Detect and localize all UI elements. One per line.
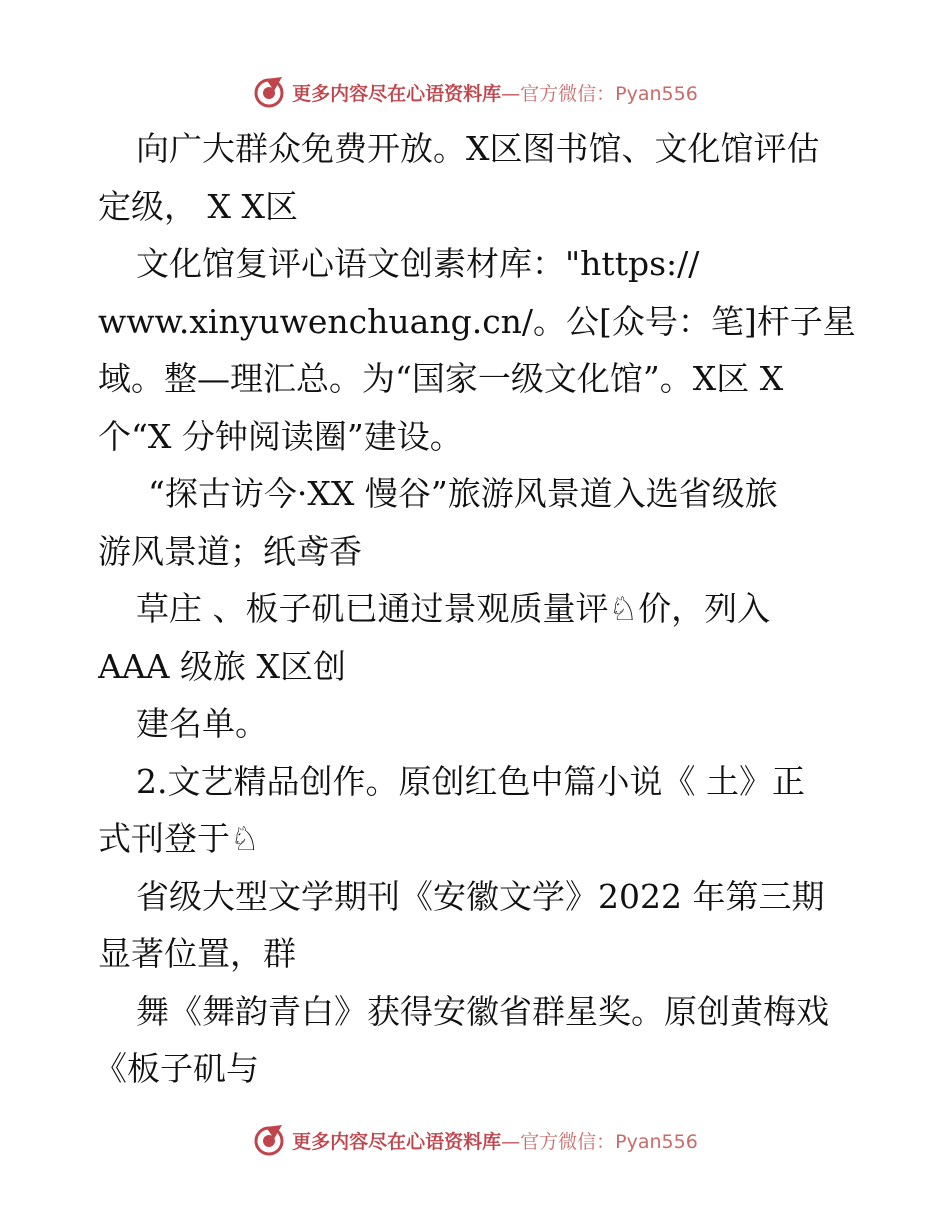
document-body xyxy=(94,120,858,1098)
text-line-10: AAA 级旅 X区创 xyxy=(98,646,346,686)
footer-banner-lead: 更多内容尽在心语资料库 xyxy=(292,1130,502,1153)
text-line-16: 舞《舞韵青白》获得安徽省群星奖。原创黄梅戏 xyxy=(136,991,829,1031)
text-line-13: 式刊登于♘ xyxy=(98,819,260,858)
header-banner xyxy=(0,72,950,112)
text-line-8: 游风景道；纸鸢香 xyxy=(98,531,362,571)
header-banner-contact: 官方微信：Pyan556 xyxy=(520,82,698,105)
footer-banner-text xyxy=(292,1127,698,1154)
text-line-14: 省级大型文学期刊《安徽文学》2022 年第三期 xyxy=(136,876,825,916)
text-line-1: 向广大群众免费开放。X区图书馆、文化馆评估 xyxy=(136,129,820,168)
text-line-7: “探古访今·XX 慢谷”旅游风景道入选省级旅 xyxy=(148,474,778,513)
text-line-2: 定级， X X区 xyxy=(98,186,298,226)
text-line-12: 2.文艺精品创作。原创红色中篇小说《 土》正 xyxy=(136,761,805,801)
footer-banner-dash: — xyxy=(501,1130,521,1153)
footer-banner-inner xyxy=(252,1123,698,1157)
header-banner-text xyxy=(292,79,698,106)
footer-banner xyxy=(0,1120,950,1160)
header-banner-inner xyxy=(252,75,698,109)
text-line-9: 草庄 、板子矶已通过景观质量评♘价，列入 xyxy=(136,589,771,628)
text-line-17: 《板子矶与 xyxy=(94,1049,259,1088)
brand-logo-icon xyxy=(252,75,286,109)
text-line-4: www.xinyuwenchuang.cn/。公[众号：笔]杆子星 xyxy=(98,301,856,341)
header-banner-lead: 更多内容尽在心语资料库 xyxy=(292,82,502,105)
header-banner-dash: — xyxy=(501,82,521,105)
footer-banner-contact: 官方微信：Pyan556 xyxy=(520,1130,698,1153)
text-line-3: 文化馆复评心语文创素材库："https:// xyxy=(136,244,700,283)
brand-logo-icon xyxy=(252,1123,286,1157)
text-line-15: 显著位置，群 xyxy=(98,934,296,973)
text-line-6: 个“X 分钟阅读圈”建设。 xyxy=(98,416,463,456)
text-line-5: 域。整—理汇总。为“国家一级文化馆”。X区 X xyxy=(98,359,784,398)
text-line-11: 建名单。 xyxy=(136,704,268,743)
